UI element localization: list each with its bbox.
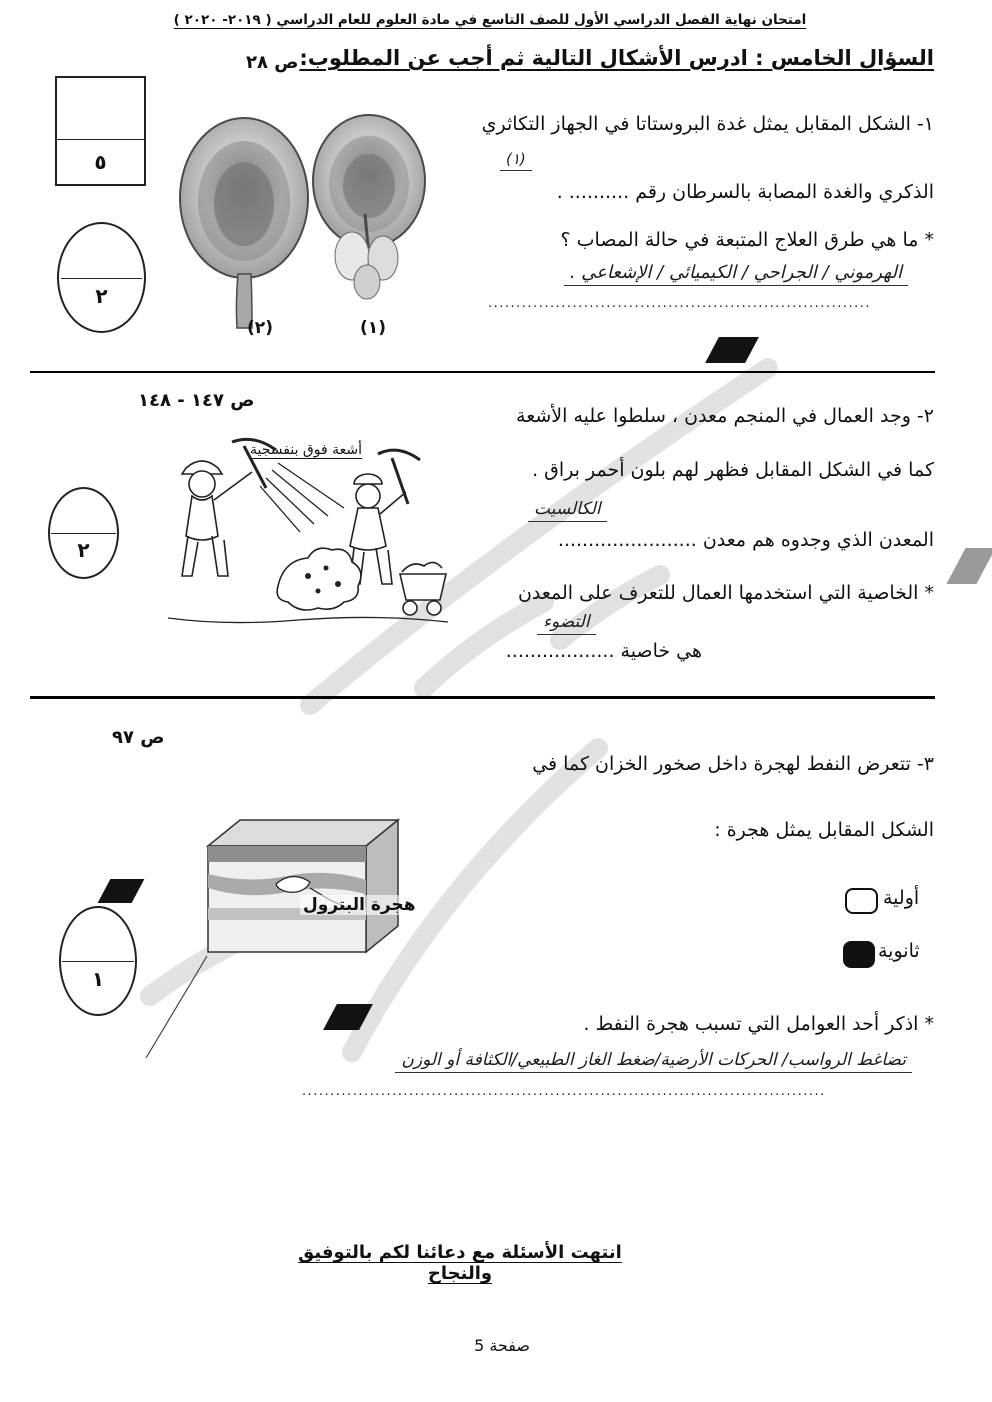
q1-answer: الهرموني / الجراحي / الكيميائي / الإشعاعي .: [564, 262, 908, 286]
page-ref-q1: ص ٢٨: [246, 52, 299, 73]
figure-label-2: (٢): [247, 318, 273, 338]
section-divider-2: [30, 696, 935, 699]
score-value-q2: ٢: [77, 538, 90, 563]
option-secondary-checkbox: [843, 941, 875, 968]
total-marks-value: ٥: [94, 150, 107, 174]
oil-migration-label: هجرة البترول: [300, 895, 419, 915]
question5-title: السؤال الخامس : ادرس الأشكال التالية ثم أجب عن المطلوب:: [299, 46, 934, 70]
q2-answer-property: التضوء: [537, 612, 596, 635]
uv-rays-label: أشعة فوق بنفسجية: [250, 442, 363, 458]
q1-line-2: الذكري والغدة المصابة بالسرطان رقم .......... .: [556, 181, 934, 203]
option-secondary-label: ثانوية: [878, 940, 920, 962]
ellipse-divider: [51, 533, 115, 534]
q1-answer-number: (١): [500, 150, 532, 171]
score-ellipse-q3: [59, 906, 137, 1016]
q2-line-3: المعدن الذي وجدوه هم معدن .......................: [557, 529, 934, 551]
q1-answer-dots: ....................................................................: [488, 296, 871, 311]
page-number: صفحة 5: [474, 1336, 530, 1355]
score-value-q3: ١: [91, 967, 105, 992]
q2-line-4: هي خاصية ..................: [505, 640, 702, 662]
option-primary-label: أولية: [883, 887, 920, 909]
ellipse-divider: [62, 961, 133, 962]
q1-sub-question: * ما هي طرق العلاج المتبعة في حالة المصاب ؟: [560, 229, 934, 251]
q3-line-1: ٣- تتعرض النفط لهجرة داخل صخور الخزان كما في: [532, 753, 934, 775]
q2-sub-question: * الخاصية التي استخدمها العمال للتعرف على المعدن: [517, 582, 934, 604]
rock-layers-figure: [198, 808, 403, 968]
q2-line-1: ٢- وجد العمال في المنجم معدن ، سلطوا عليه الأشعة: [516, 405, 934, 427]
prostate-figure: [172, 106, 437, 331]
q2-page-ref: ص ١٤٧ - ١٤٨: [138, 390, 255, 411]
figure-label-1: (١): [360, 318, 386, 338]
q3-line-2: الشكل المقابل يمثل هجرة :: [714, 819, 934, 841]
q1-line-1: ١- الشكل المقابل يمثل غدة البروستاتا في الجهاز التكاثري: [481, 113, 934, 135]
q2-line-2: كما في الشكل المقابل فظهر لهم بلون أحمر براق .: [532, 459, 934, 481]
score-value-q1: ٢: [95, 283, 108, 308]
marks-box-empty-cell: [57, 78, 144, 140]
footer-closing: انتهت الأسئلة مع دعائنا لكم بالتوفيق والنجاح: [298, 1242, 622, 1284]
score-ellipse-q2: [48, 487, 119, 579]
miners-figure: [148, 436, 460, 641]
ellipse-divider: [61, 278, 143, 279]
q3-page-ref: ص ٩٧: [112, 727, 165, 748]
section-divider-1: [30, 371, 935, 373]
q3-answer-dots: .............................................................................................: [302, 1084, 826, 1099]
total-marks-box: [55, 76, 146, 186]
q3-sub-question: * اذكر أحد العوامل التي تسبب هجرة النفط .: [583, 1013, 934, 1035]
q2-answer-mineral: الكالسيت: [528, 499, 607, 522]
score-ellipse-q1: [57, 222, 146, 333]
q3-answer: تضاغط الرواسب/ الحركات الأرضية/ضغط الغاز الطبيعي/الكثافة أو الوزن: [395, 1050, 912, 1073]
exam-header-title: امتحان نهاية الفصل الدراسي الأول للصف التاسع في مادة العلوم للعام الدراسي ( ٢٠١٩- ٢٠٢٠ ): [173, 12, 807, 28]
option-primary-checkbox: [845, 888, 878, 914]
